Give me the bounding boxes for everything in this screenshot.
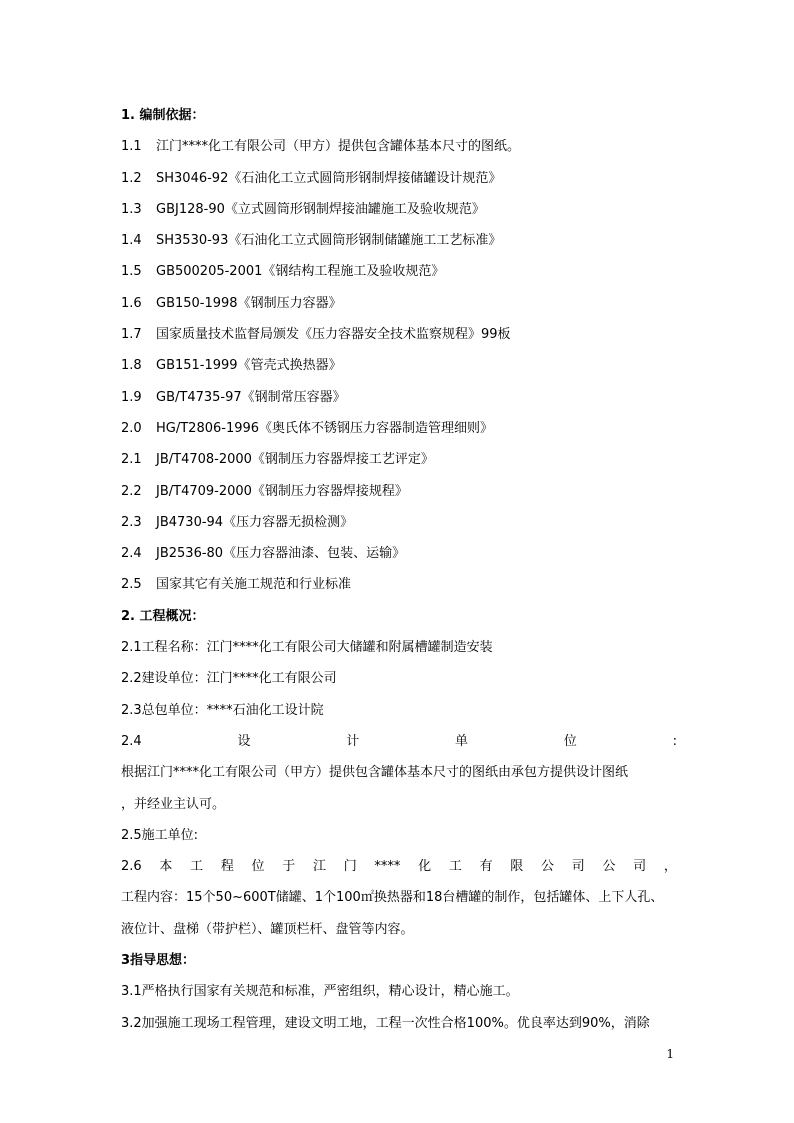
justified-word: 江 (312, 859, 326, 875)
item-text: 江门****化工有限公司（甲方）提供包含罐体基本尺寸的图纸。 (156, 139, 521, 155)
item-number: 1.5 (121, 264, 142, 280)
justified-word: 司 (633, 859, 647, 875)
justified-word: ， (663, 859, 677, 875)
item-number: 1.6 (121, 295, 142, 311)
justified-word: 于 (282, 859, 296, 875)
item-number: 2.4 (121, 546, 142, 562)
justified-word: 门 (343, 859, 357, 875)
justified-word: 公 (602, 859, 616, 875)
justified-word: : (672, 733, 677, 749)
paragraph-line: 2.1工程名称：江门****化工有限公司大储罐和附属槽罐制造安装 (121, 640, 493, 656)
justified-word: 位 (251, 859, 265, 875)
reference-item (121, 163, 677, 194)
reference-item (121, 288, 677, 319)
item-text: GB500205-2001《钢结构工程施工及验收规范》 (156, 264, 445, 280)
page-number: 1 (666, 1047, 674, 1061)
section-heading: 2. 工程概况： (121, 608, 205, 624)
justified-word: 司 (571, 859, 585, 875)
paragraph-line: 液位计、盘梯（带护栏）、罐顶栏杆、盘管等内容。 (121, 921, 414, 937)
item-text: 国家其它有关施工规范和行业标准 (156, 577, 352, 593)
paragraph-line: 2.3总包单位：****石油化工设计院 (121, 702, 324, 718)
justified-line (121, 726, 677, 757)
document-body (121, 100, 677, 1039)
reference-item (121, 382, 677, 413)
paragraph-line: 3.2加强施工现场工程管理，建设文明工地，工程一次性合格100%。优良率达到90%，消除 (121, 1015, 650, 1031)
reference-item (121, 131, 677, 162)
justified-word: 2.6 (121, 859, 142, 875)
item-text: JB/T4708-2000《钢制压力容器焊接工艺评定》 (156, 452, 434, 468)
item-text: JB2536-80《压力容器油漆、包装、运输》 (156, 546, 406, 562)
paragraph-line: 2.2建设单位：江门****化工有限公司 (121, 671, 337, 687)
item-number: 2.5 (121, 577, 142, 593)
item-text: GB/T4735-97《钢制常压容器》 (156, 389, 346, 405)
paragraph-line: ，并经业主认可。 (121, 796, 226, 812)
item-number: 1.7 (121, 327, 142, 343)
reference-item (121, 319, 677, 350)
item-text: GB151-1999《管壳式换热器》 (156, 358, 342, 374)
section-heading: 1. 编制依据： (121, 108, 205, 123)
justified-word: 工 (190, 859, 204, 875)
reference-item (121, 256, 677, 287)
justified-word: 设 (237, 733, 251, 749)
item-text: GBJ128-90《立式圆筒形钢制焊接油罐施工及验收规范》 (156, 201, 485, 217)
justified-word: 2.4 (121, 733, 142, 749)
justified-word: **** (374, 859, 401, 875)
reference-item (121, 444, 677, 475)
reference-item (121, 538, 677, 569)
item-text: HG/T2806-1996《奥氏体不锈钢压力容器制造管理细则》 (156, 420, 494, 436)
justified-word: 本 (159, 859, 173, 875)
justified-word: 工 (448, 859, 462, 875)
item-text: 国家质量技术监督局颁发《压力容器安全技术监察规程》99板 (156, 327, 511, 343)
reference-item (121, 225, 677, 256)
reference-item (121, 413, 677, 444)
item-number: 1.3 (121, 201, 142, 217)
item-text: JB/T4709-2000《钢制压力容器焊接规程》 (156, 483, 408, 499)
item-number: 2.1 (121, 452, 142, 468)
item-number: 1.2 (121, 170, 142, 186)
justified-word: 程 (220, 859, 234, 875)
justified-word: 位 (563, 733, 577, 749)
section-heading: 3指导思想： (121, 953, 196, 969)
item-text: SH3530-93《石油化工立式圆筒形钢制储罐施工工艺标准》 (156, 233, 502, 249)
item-number: 1.4 (121, 233, 142, 249)
reference-item (121, 476, 677, 507)
justified-word: 公 (541, 859, 555, 875)
justified-word: 单 (455, 733, 469, 749)
reference-item (121, 350, 677, 381)
justified-word: 有 (479, 859, 493, 875)
paragraph-line: 工程内容：15个50~600T储罐、1个100㎡换热器和18台槽罐的制作，包括罐体、上下人孔、 (121, 890, 664, 906)
justified-word: 化 (418, 859, 432, 875)
paragraph-line: 3.1严格执行国家有关规范和标准，严密组织，精心设计，精心施工。 (121, 984, 519, 1000)
item-number: 2.2 (121, 483, 142, 499)
reference-item (121, 194, 677, 225)
item-number: 2.0 (121, 420, 142, 436)
justified-line (121, 851, 677, 882)
item-number: 1.8 (121, 358, 142, 374)
item-text: JB4730-94《压力容器无损检测》 (156, 514, 354, 530)
paragraph-line: 根据江门****化工有限公司（甲方）提供包含罐体基本尺寸的图纸由承包方提供设计图纸 (121, 765, 629, 781)
reference-item (121, 569, 677, 600)
justified-word: 限 (510, 859, 524, 875)
paragraph-line: 2.5施工单位: (121, 827, 199, 843)
reference-item (121, 507, 677, 538)
item-text: GB150-1998《钢制压力容器》 (156, 295, 342, 311)
justified-word: 计 (346, 733, 360, 749)
item-number: 2.3 (121, 514, 142, 530)
item-number: 1.9 (121, 389, 142, 405)
item-text: SH3046-92《石油化工立式圆筒形钢制焊接储罐设计规范》 (156, 170, 502, 186)
item-number: 1.1 (121, 139, 142, 155)
